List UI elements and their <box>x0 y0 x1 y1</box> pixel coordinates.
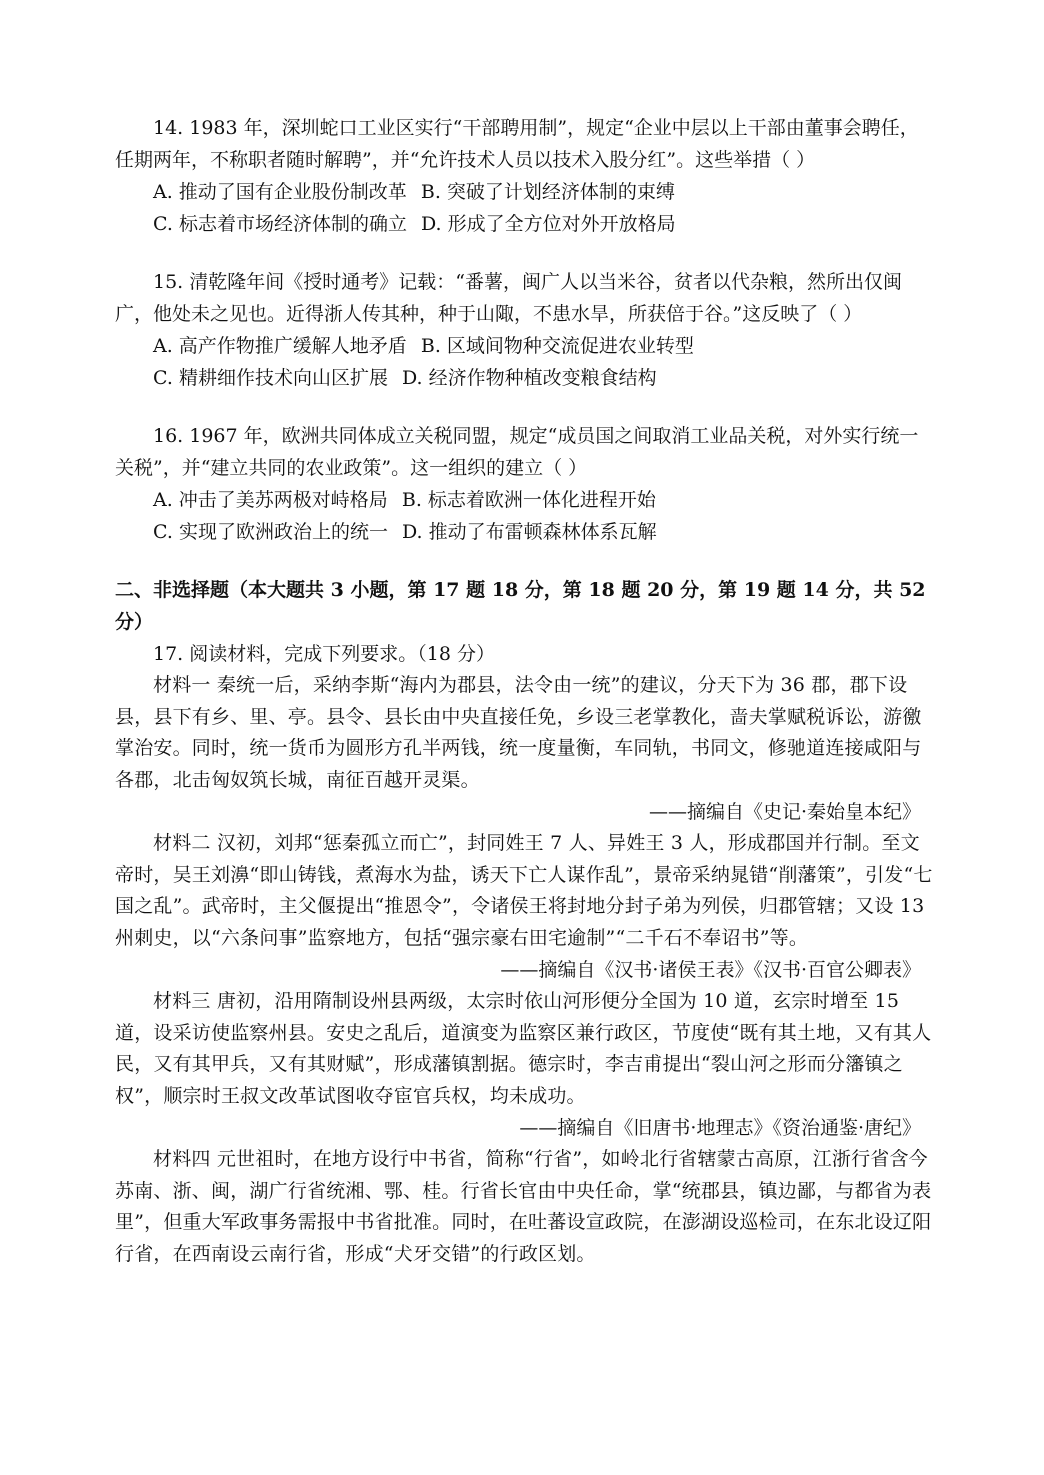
question-17-intro: 17. 阅读材料，完成下列要求。（18 分） <box>153 643 495 665</box>
material-text: 材料一 秦统一后，采纳李斯“海内为郡县，法令由一统”的建议，分天下为 36 郡，郡下设县，县下有乡、里、亭。县令、县长由中央直接任免，乡设三老掌教化，啬夫掌赋税诉讼，游徼掌治安。同时，统一货币为圆形方孔半两钱，统一度量衡，车同轨，书同文，修驰道连接咸阳与各郡，北击匈奴筑长城，南征百越开灵渠。 <box>115 674 922 791</box>
option-d: D. 形成了全方位对外开放格局 <box>421 213 676 235</box>
option-d: D. 推动了布雷顿森林体系瓦解 <box>402 521 657 543</box>
material-1 <box>115 670 937 828</box>
question-stem: 14. 1983 年，深圳蛇口工业区实行“干部聘用制”，规定“企业中层以上干部由董事会聘任，任期两年，不称职者随时解聘”，并“允许技术人员以技术入股分红”。这些举措（ ） <box>115 117 919 171</box>
option-row <box>115 362 937 394</box>
question-stem: 15. 清乾隆年间《授时通考》记载：“番薯，闽广人以当米谷，贫者以代杂粮，然所出仅闽广，他处未之见也。近得浙人传其种，种于山陬，不患水旱，所获倍于谷。”这反映了（ ） <box>115 271 902 325</box>
option-row <box>115 484 937 516</box>
option-c: C. 标志着市场经济体制的确立 <box>153 213 407 235</box>
option-row <box>115 516 937 548</box>
option-b: B. 突破了计划经济体制的束缚 <box>420 181 675 203</box>
material-source: ——摘编自《汉书·诸侯王表》《汉书·百官公卿表》 <box>500 959 921 981</box>
question-15 <box>115 266 937 394</box>
material-text: 材料三 唐初，沿用隋制设州县两级，太宗时依山河形便分全国为 10 道，玄宗时增至 15 道，设采访使监察州县。安史之乱后，道演变为监察区兼行政区，节度使“既有其土地，又有其人民，又有其甲兵，又有其财赋”，形成藩镇割据。德宗时，李吉甫提出“裂山河之形而分籓镇之权”，顺宗时王叔文改革试图收夺宦官兵权，均未成功。 <box>115 990 932 1107</box>
option-a: A. 高产作物推广缓解人地矛盾 <box>153 335 407 357</box>
material-source: ——摘编自《史记·秦始皇本纪》 <box>648 801 921 823</box>
question-stem: 16. 1967 年，欧洲共同体成立关税同盟，规定“成员国之间取消工业品关税，对外实行统一关税”，并“建立共同的农业政策”。这一组织的建立（ ） <box>115 425 919 479</box>
option-row <box>115 208 937 240</box>
option-b: B. 标志着欧洲一体化进程开始 <box>401 489 656 511</box>
option-b: B. 区域间物种交流促进农业转型 <box>420 335 694 357</box>
option-a: A. 冲击了美苏两极对峙格局 <box>153 489 388 511</box>
option-d: D. 经济作物种植改变粮食结构 <box>402 367 657 389</box>
material-4 <box>115 1144 937 1270</box>
option-row <box>115 330 937 362</box>
question-16 <box>115 420 937 548</box>
option-a: A. 推动了国有企业股份制改革 <box>153 181 407 203</box>
section-heading: 二、非选择题（本大题共 3 小题，第 17 题 18 分，第 18 题 20 分，第 19 题 14 分，共 52 分） <box>115 579 926 633</box>
material-source: ——摘编自《旧唐书·地理志》《资治通鉴·唐纪》 <box>519 1117 921 1139</box>
material-text: 材料二 汉初，刘邦“惩秦孤立而亡”，封同姓王 7 人、异姓王 3 人，形成郡国并行制。至文帝时，吴王刘濞“即山铸钱，煮海水为盐，诱天下亡人谋作乱”，景帝采纳晁错“削藩策”，引发“七国之乱”。武帝时，主父偃提出“推恩令”，令诸侯王将封地分封子弟为列侯，归郡管辖；又设 13 州刺史，以“六条问事”监察地方，包括“强宗豪右田宅逾制”“二千石不奉诏书”等。 <box>115 832 933 949</box>
question-14 <box>115 112 937 240</box>
material-3 <box>115 986 937 1144</box>
material-2 <box>115 828 937 986</box>
material-text: 材料四 元世祖时，在地方设行中书省，简称“行省”，如岭北行省辖蒙古高原，江浙行省含今苏南、浙、闽，湖广行省统湘、鄂、桂。行省长官由中央任命，掌“统郡县，镇边鄙，与都省为表里”，但重大军政事务需报中书省批准。同时，在吐蕃设宣政院，在澎湖设巡检司，在东北设辽阳行省，在西南设云南行省，形成“犬牙交错”的行政区划。 <box>115 1148 932 1265</box>
option-row <box>115 176 937 208</box>
option-c: C. 实现了欧洲政治上的统一 <box>153 521 388 543</box>
exam-page <box>115 112 937 1270</box>
option-c: C. 精耕细作技术向山区扩展 <box>153 367 388 389</box>
